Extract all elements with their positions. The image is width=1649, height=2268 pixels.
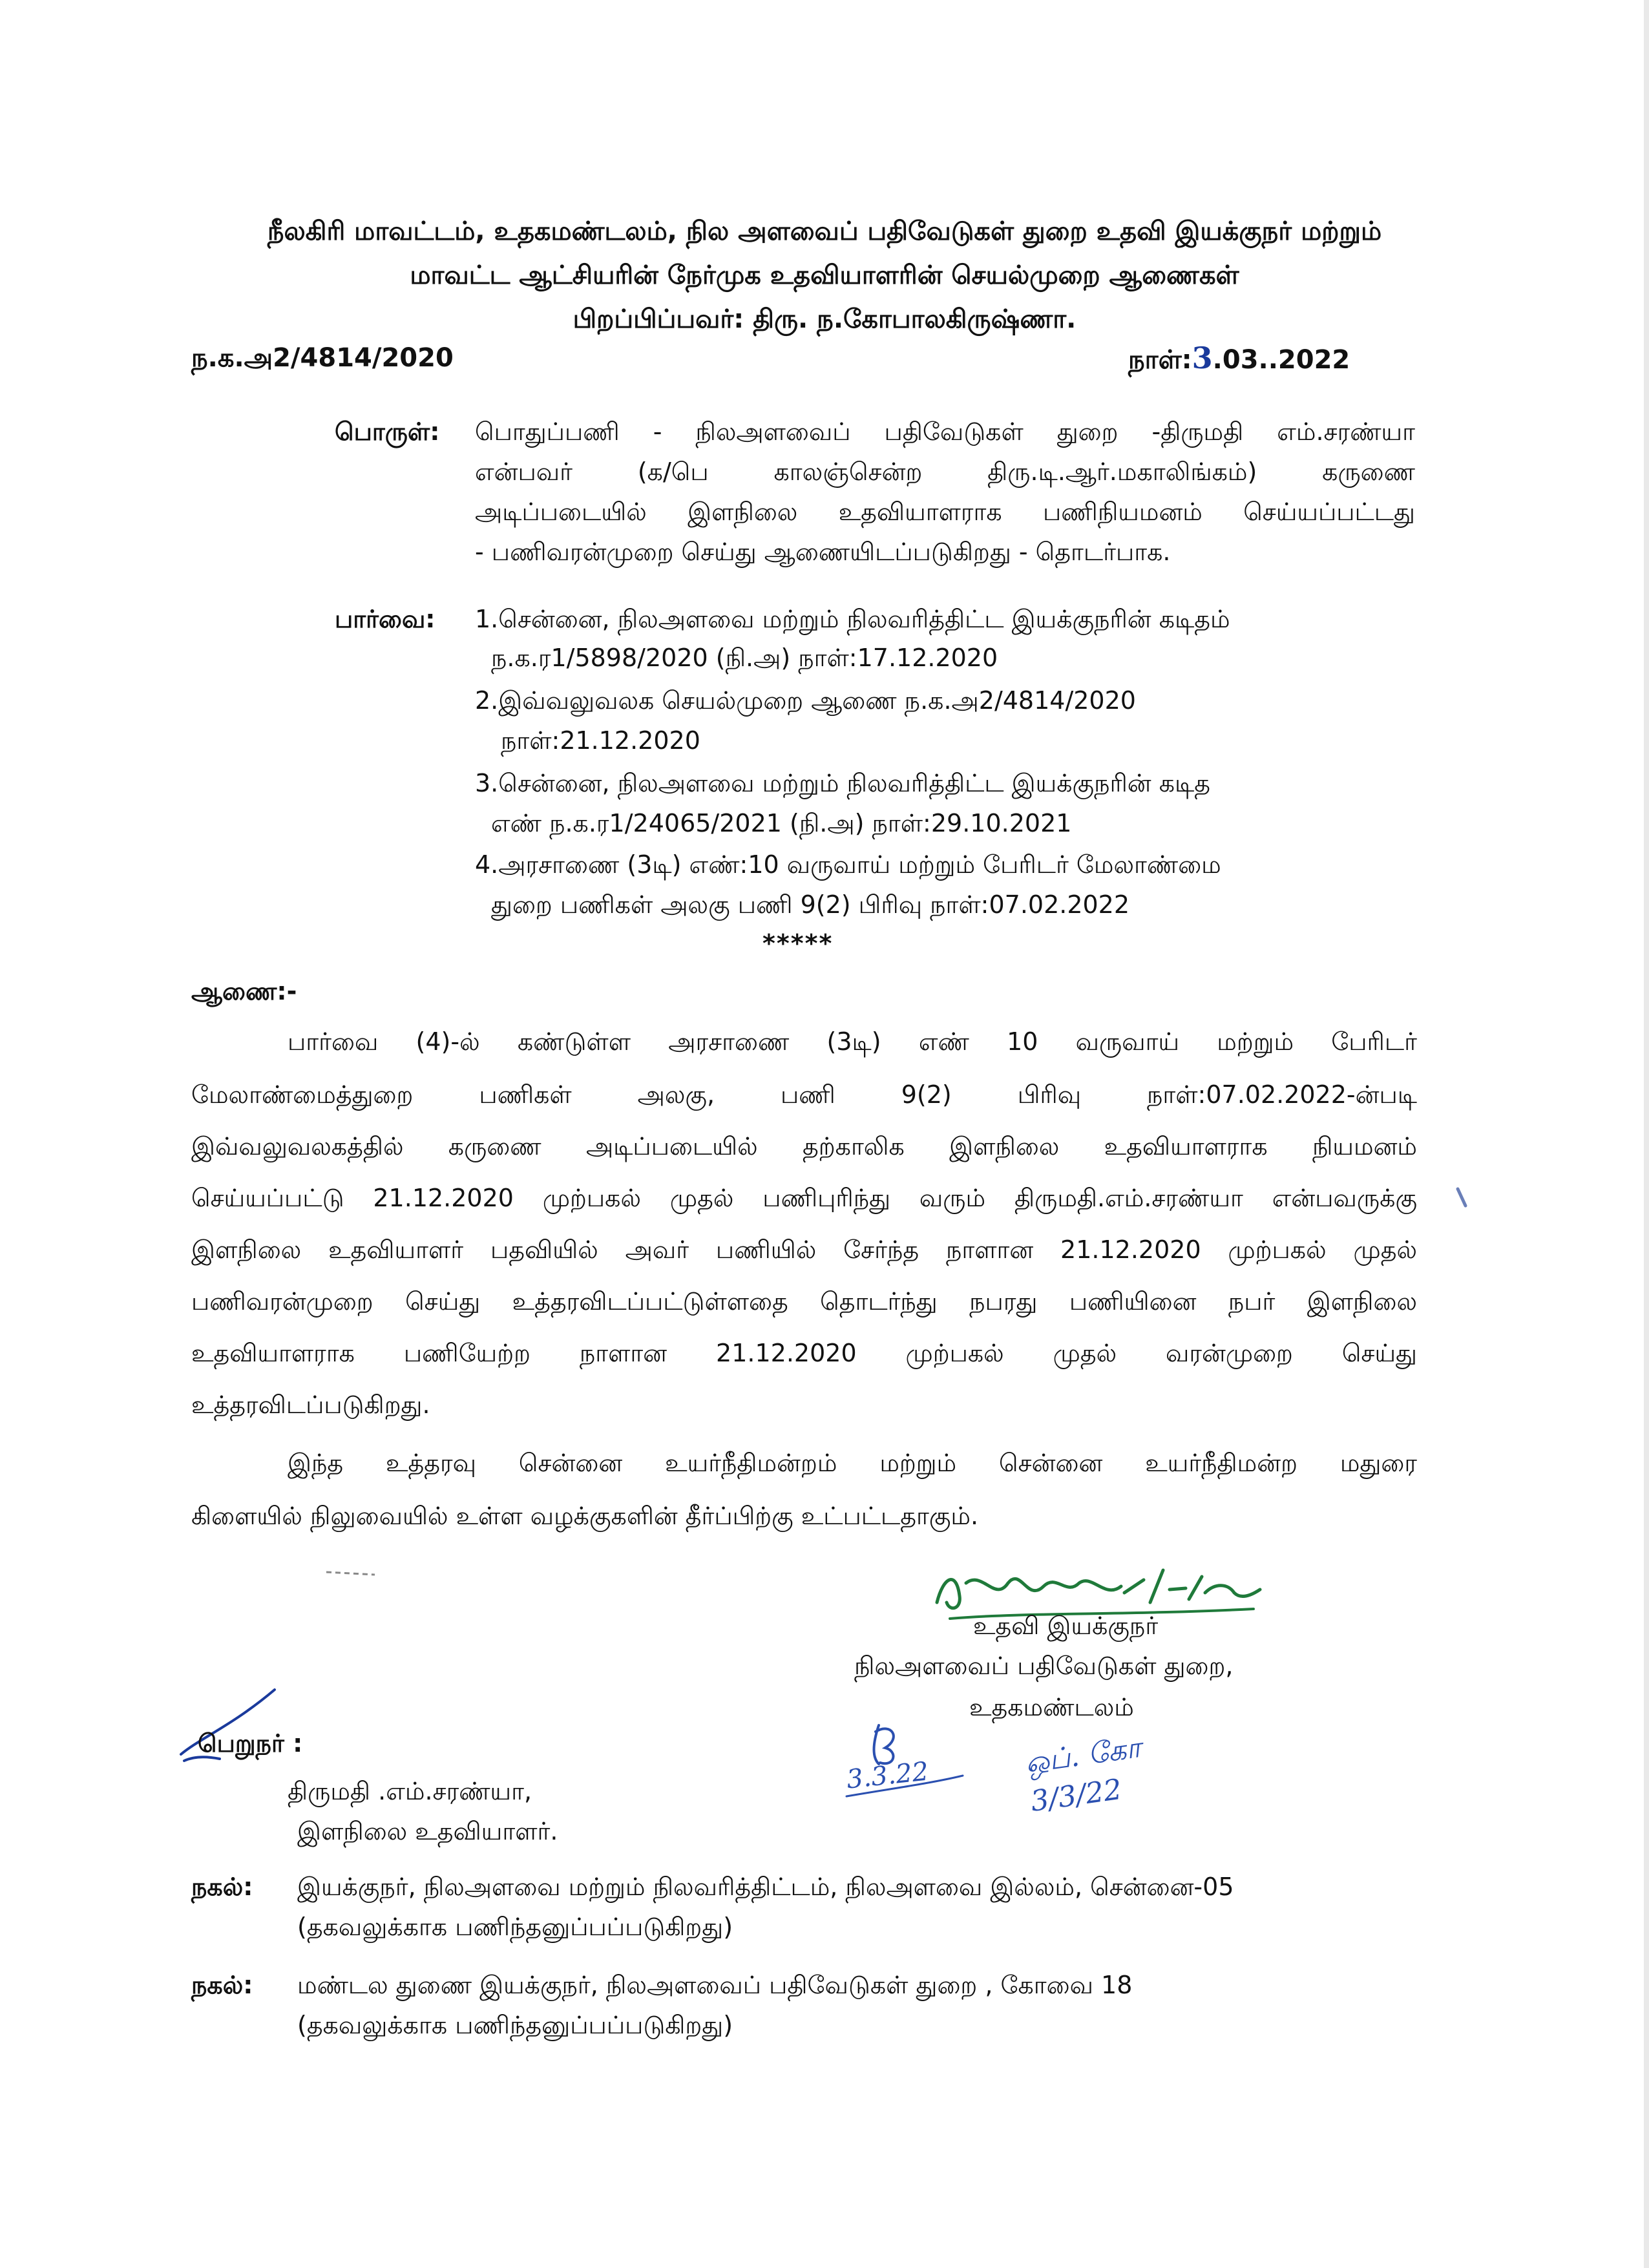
copy-label: நகல்: bbox=[191, 1873, 253, 1901]
order-date bbox=[1128, 340, 1350, 378]
reference-line: 1.சென்னை, நிலஅளவை மற்றும் நிலவரித்திட்ட இயக்குநரின் கடிதம் bbox=[475, 605, 1230, 633]
date-day-handwritten: 3 bbox=[1192, 341, 1213, 375]
signatory-place: உதகமண்டலம் bbox=[969, 1693, 1134, 1721]
ink-mark bbox=[323, 1567, 381, 1580]
copy-line: (தகவலுக்காக பணிந்தனுப்பப்படுகிறது) bbox=[297, 2011, 733, 2039]
references-label: பார்வை: bbox=[335, 605, 436, 633]
signatory-department: நிலஅளவைப் பதிவேடுகள் துறை, bbox=[854, 1652, 1234, 1680]
header-line-1: நீலகிரி மாவட்டம், உதகமண்டலம், நில அளவைப் பதிவேடுகள் துறை உதவி இயக்குநர் மற்றும் bbox=[267, 216, 1382, 246]
copy-line: (தகவலுக்காக பணிந்தனுப்பப்படுகிறது) bbox=[297, 1913, 733, 1941]
reference-line: 4.அரசாணை (3டி) எண்:10 வருவாய் மற்றும் பேரிடர் மேலாண்மை bbox=[475, 850, 1221, 879]
order-paragraph-line: பணிவரன்முறை செய்து உத்தரவிடப்பட்டுள்ளதை தொடர்ந்து நபரது பணியினை நபர் இளநிலை bbox=[191, 1287, 1417, 1316]
order-paragraph-line: மேலாண்மைத்துறை பணிகள் அலகு, பணி 9(2) பிரிவு நாள்:07.02.2022-ன்படி bbox=[191, 1080, 1417, 1109]
order-paragraph-line: உத்தரவிடப்படுகிறது. bbox=[191, 1391, 430, 1419]
separator-stars: ***** bbox=[762, 929, 834, 958]
date-rest: .03..2022 bbox=[1212, 345, 1350, 375]
date-label: நாள்: bbox=[1128, 345, 1192, 375]
reference-line: எண் ந.க.ர1/24065/2021 (நி.அ) நாள்:29.10.2021 bbox=[491, 809, 1072, 837]
order-paragraph-line: இளநிலை உதவியாளர் பதவியில் அவர் பணியில் சேர்ந்த நாளான 21.12.2020 முற்பகல் முதல் bbox=[191, 1235, 1417, 1264]
subject-label: பொருள்: bbox=[335, 417, 440, 446]
order-paragraph-2-line: இந்த உத்தரவு சென்னை உயர்நீதிமன்றம் மற்றும் சென்னை உயர்நீதிமன்ற மதுரை bbox=[288, 1449, 1417, 1477]
order-paragraph-line: பார்வை (4)-ல் கண்டுள்ள அரசாணை (3டி) எண் 10 வருவாய் மற்றும் பேரிடர் bbox=[288, 1027, 1417, 1056]
reference-number: ந.க.அ2/4814/2020 bbox=[191, 343, 454, 373]
ink-mark bbox=[1454, 1186, 1473, 1212]
reference-line: நாள்:21.12.2020 bbox=[501, 726, 700, 755]
reference-line: 2.இவ்வலுவலக செயல்முறை ஆணை ந.க.அ2/4814/2020 bbox=[475, 686, 1136, 715]
recipient-label: பெறுநர் : bbox=[198, 1729, 303, 1758]
order-paragraph-line: இவ்வலுவலகத்தில் கருணை அடிப்படையில் தற்காலிக இளநிலை உதவியாளராக நியமனம் bbox=[191, 1132, 1417, 1160]
reference-line: துறை பணிகள் அலகு பணி 9(2) பிரிவு நாள்:07.02.2022 bbox=[491, 890, 1130, 919]
subject-line: என்பவர் (க/பெ காலஞ்சென்ற திரு.டி.ஆர்.மகாலிங்கம்) கருணை bbox=[475, 457, 1415, 486]
signatory-designation: உதவி இயக்குநர் bbox=[973, 1612, 1159, 1640]
subject-line: - பணிவரன்முறை செய்து ஆணையிடப்படுகிறது - தொடர்பாக. bbox=[475, 538, 1171, 566]
order-paragraph-line: உதவியாளராக பணியேற்ற நாளான 21.12.2020 முற்பகல் முதல் வரன்முறை செய்து bbox=[191, 1339, 1417, 1367]
scan-edge bbox=[1644, 0, 1649, 2268]
subject-line: பொதுப்பணி - நிலஅளவைப் பதிவேடுகள் துறை -திருமதி எம்.சரண்யா bbox=[475, 417, 1415, 446]
copy-label: நகல்: bbox=[191, 1971, 253, 1999]
reference-line: ந.க.ர1/5898/2020 (நி.அ) நாள்:17.12.2020 bbox=[491, 644, 998, 672]
handwritten-initial-date: 3.3.22 bbox=[845, 1756, 930, 1795]
copy-line: இயக்குநர், நிலஅளவை மற்றும் நிலவரித்திட்டம், நிலஅளவை இல்லம், சென்னை-05 bbox=[297, 1873, 1234, 1901]
recipient-post: இளநிலை உதவியாளர். bbox=[297, 1817, 558, 1845]
recipient-name: திருமதி .எம்.சரண்யா, bbox=[288, 1777, 532, 1805]
order-paragraph-line: செய்யப்பட்டு 21.12.2020 முற்பகல் முதல் பணிபுரிந்து வரும் திருமதி.எம்.சரண்யா என்பவருக்கு bbox=[191, 1184, 1417, 1212]
header-line-3: பிறப்பிப்பவர்: திரு. ந.கோபாலகிருஷ்ணா. bbox=[572, 304, 1077, 334]
order-paragraph-2-line: கிளையில் நிலுவையில் உள்ள வழக்குகளின் தீர்ப்பிற்கு உட்பட்டதாகும். bbox=[191, 1502, 979, 1530]
subject-line: அடிப்படையில் இளநிலை உதவியாளராக பணிநியமனம் செய்யப்பட்டது bbox=[475, 498, 1415, 526]
handwritten-receipt-note: ஒப். கோ 3/3/22 bbox=[1023, 1730, 1143, 1818]
header-line-2: மாவட்ட ஆட்சியரின் நேர்முக உதவியாளரின் செயல்முறை ஆணைகள் bbox=[410, 260, 1239, 290]
copy-line: மண்டல துணை இயக்குநர், நிலஅளவைப் பதிவேடுகள் துறை , கோவை 18 bbox=[297, 1971, 1133, 1999]
reference-line: 3.சென்னை, நிலஅளவை மற்றும் நிலவரித்திட்ட இயக்குநரின் கடித bbox=[475, 769, 1211, 797]
order-heading: ஆணை:- bbox=[191, 977, 297, 1005]
